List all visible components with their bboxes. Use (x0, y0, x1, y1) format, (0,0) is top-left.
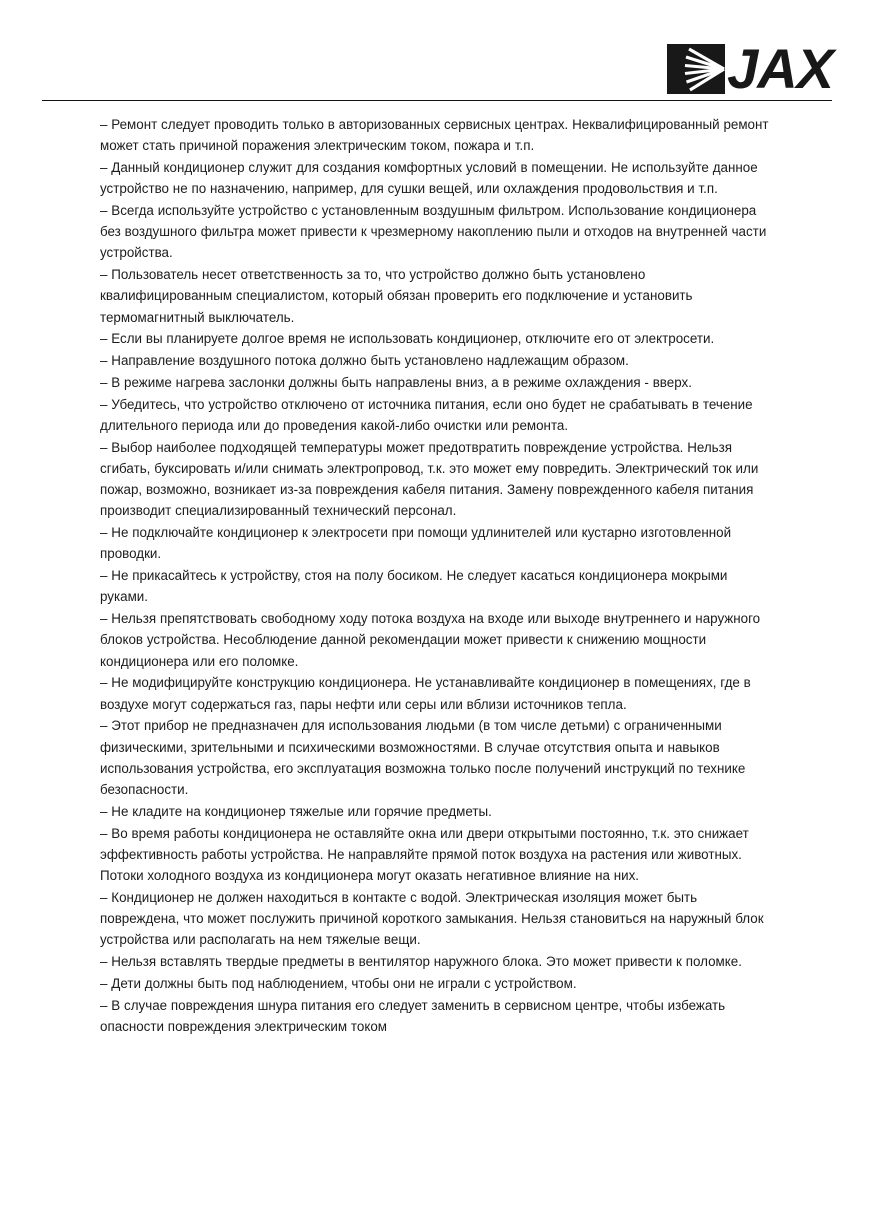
instruction-paragraph: – Не прикасайтесь к устройству, стоя на полу босиком. Не следует касаться кондиционера мокрыми руками. (100, 568, 728, 605)
instruction-paragraph: – Нельзя препятствовать свободному ходу потока воздуха на входе или выходе внутреннего и наружного блоков устройства. Несоблюдение данной рекомендации может привести к снижению мощности кондиционера или его поломке. (100, 611, 761, 669)
safety-instructions-list (100, 114, 772, 1038)
instruction-paragraph: – Всегда используйте устройство с установленным воздушным фильтром. Использование кондиционера без воздушного фильтра может привести к чрезмерному накоплению пыли и отходов на внутренней части устройства. (100, 203, 767, 261)
instruction-paragraph: – Убедитесь, что устройство отключено от источника питания, если оно будет не срабатывать в течение длительного периода или до проведения какой-либо очистки или ремонта. (100, 396, 753, 433)
instruction-paragraph: – Пользователь несет ответственность за то, что устройство должно быть установлено квалифицированным специалистом, который обязан проверить его подключение и установить термомагнитный выключатель. (100, 267, 693, 325)
instruction-paragraph: – Не кладите на кондиционер тяжелые или горячие предметы. (100, 803, 492, 819)
instruction-paragraph: – Выбор наиболее подходящей температуры может предотвратить повреждение устройства. Нельзя сгибать, буксировать и/или снимать электропровод, т.к. это может ему повредить. Электрический ток или пожар, возможно, возникает из-за повреждения кабеля питания. Замену поврежденного кабеля питания производит специализированный технический персонал. (100, 439, 759, 519)
instruction-paragraph: – В режиме нагрева заслонки должны быть направлены вниз, а в режиме охлаждения - вверх. (100, 375, 692, 390)
instruction-paragraph: – Данный кондиционер служит для создания комфортных условий в помещении. Не используйте данное устройство не по назначению, например, для сушки вещей, или охлаждения продовольствия и т.п. (100, 160, 758, 197)
instruction-paragraph: – Кондиционер не должен находиться в контакте с водой. Электрическая изоляция может быть повреждена, что может послужить причиной короткого замыкания. Нельзя становиться на наружный блок устройства или располагать на нем тяжелые вещи. (100, 889, 764, 948)
instruction-paragraph: – Ремонт следует проводить только в авторизованных сервисных центрах. Неквалифицированный ремонт может стать причиной поражения электрическим током, пожара и т.п. (100, 117, 769, 154)
jax-wordmark: JAX (727, 37, 833, 100)
instruction-paragraph: – Не модифицируйте конструкцию кондиционера. Не устанавливайте кондиционер в помещениях, где в воздухе могут содержаться газ, пары нефти или серы или вблизи источников тепла. (100, 675, 751, 712)
instruction-paragraph: – Если вы планируете долгое время не использовать кондиционер, отключите его от электросети. (100, 331, 715, 347)
instruction-paragraph: – Во время работы кондиционера не оставляйте окна или двери открытыми постоянно, т.к. это снижает эффективность работы устройства. Не направляйте прямой поток воздуха на растения или животных. Потоки холодного воздуха из кондиционера могут оказать негативное влияние на них. (100, 825, 749, 884)
jax-logo (667, 37, 833, 100)
instruction-paragraph: – В случае повреждения шнура питания его следует заменить в сервисном центре, чтобы избежать опасности повреждения электрическим током (100, 997, 726, 1034)
instruction-paragraph: – Дети должны быть под наблюдением, чтобы они не играли с устройством. (100, 975, 577, 991)
instruction-paragraph: – Направление воздушного потока должно быть установлено надлежащим образом. (100, 353, 629, 369)
sunburst-square-icon (667, 44, 725, 94)
header-divider (42, 100, 832, 101)
instruction-paragraph: – Этот прибор не предназначен для использования людьми (в том числе детьми) с ограниченными физическими, зрительными и психическими возможностями. В случае отсутствия опыта и навыков использования устройства, его эксплуатация возможна только после получений инструкций по технике безопасности. (100, 718, 746, 798)
page-header (0, 0, 875, 100)
instruction-paragraph: – Не подключайте кондиционер к электросети при помощи удлинителей или кустарно изготовленной проводки. (100, 525, 732, 562)
instruction-paragraph: – Нельзя вставлять твердые предметы в вентилятор наружного блока. Это может привести к поломке. (100, 954, 742, 970)
